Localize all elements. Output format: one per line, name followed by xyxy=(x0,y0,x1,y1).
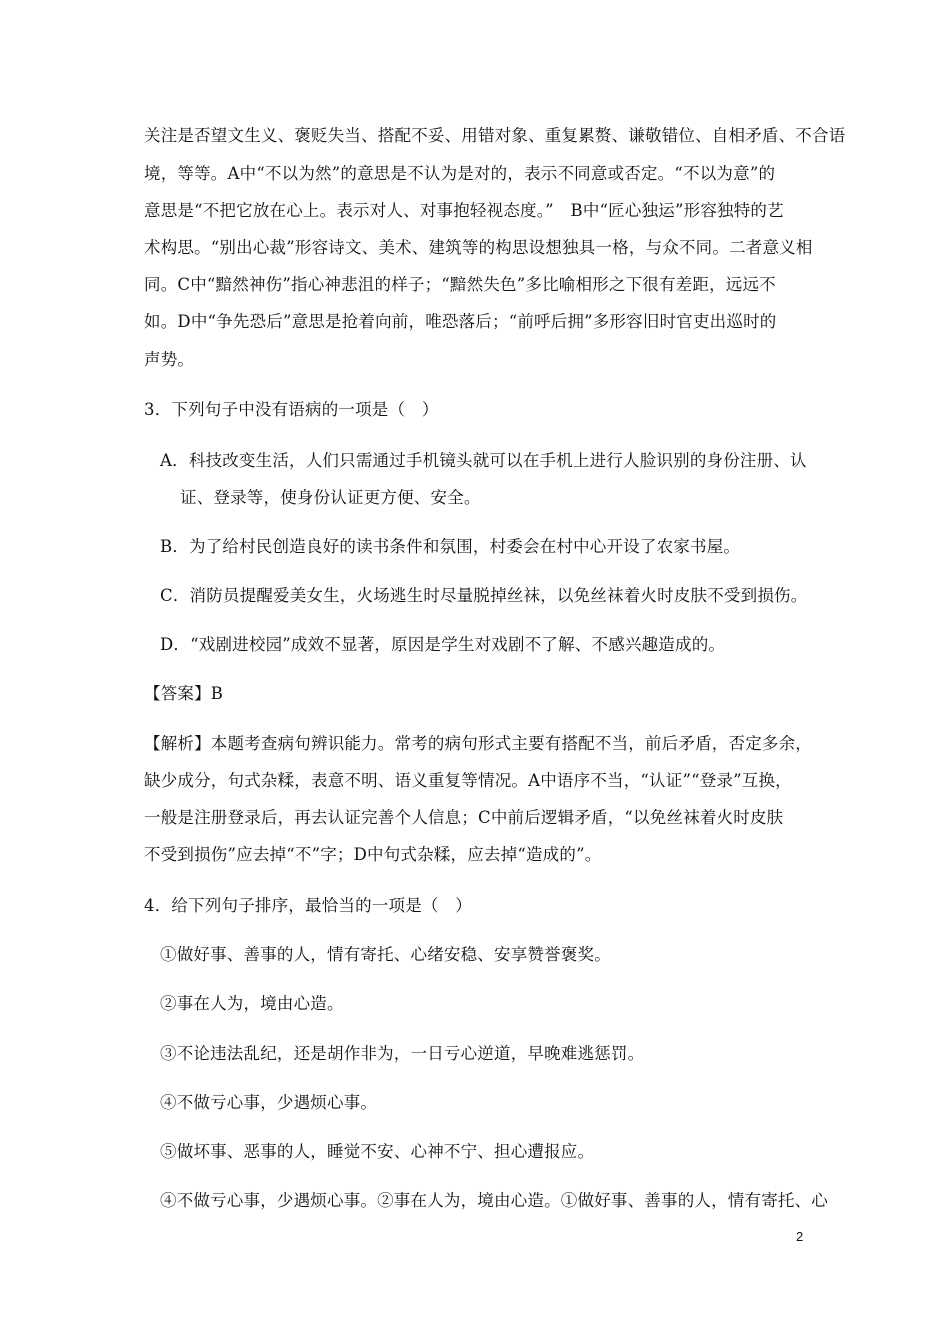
q3-option-d: D．“戏剧进校园”成效不显著，原因是学生对戏剧不了解、不感兴趣造成的。 xyxy=(160,635,726,654)
q4-sentence-4: ④不做亏心事，少遇烦心事。 xyxy=(160,1093,378,1112)
intro-line-2: 境，等等。A中“不以为然”的意思是不认为是对的，表示不同意或否定。“不以为意”的 xyxy=(144,164,776,183)
q3-option-c: C．消防员提醒爱美女生，火场逃生时尽量脱掉丝袜，以免丝袜着火时皮肤不受到损伤。 xyxy=(160,586,808,605)
page-number: 2 xyxy=(796,1229,804,1244)
q3-option-a-line2: 证、登录等，使身份认证更方便、安全。 xyxy=(180,488,481,507)
intro-line-4: 术构思。“别出心裁”形容诗文、美术、建筑等的构思设想独具一格，与众不同。二者意义相 xyxy=(144,238,813,257)
q3-analysis-line2: 缺少成分，句式杂糅，表意不明、语义重复等情况。A中语序不当，“认证”“登录”互换， xyxy=(144,771,792,790)
q3-analysis-line1: 【解析】本题考查病句辨识能力。常考的病句形式主要有搭配不当，前后矛盾，否定多余， xyxy=(144,734,812,753)
intro-line-7: 声势。 xyxy=(144,350,195,369)
q4-sentence-1: ①做好事、善事的人，情有寄托、心绪安稳、安享赞誉褒奖。 xyxy=(160,945,611,964)
q3-answer: 【答案】B xyxy=(144,684,224,703)
q3-analysis-line3: 一般是注册登录后，再去认证完善个人信息；C中前后逻辑矛盾，“以免丝袜着火时皮肤 xyxy=(144,808,784,827)
q3-option-b: B．为了给村民创造良好的读书条件和氛围，村委会在村中心开设了农家书屋。 xyxy=(160,537,741,556)
q4-sentence-2: ②事在人为，境由心造。 xyxy=(160,994,344,1013)
q4-sentence-3: ③不论违法乱纪，还是胡作非为，一日亏心逆道，早晚难逃惩罚。 xyxy=(160,1044,645,1063)
intro-line-6: 如。D中“争先恐后”意思是抢着向前，唯恐落后；“前呼后拥”多形容旧时官吏出巡时的 xyxy=(144,312,777,331)
q4-option-line: ④不做亏心事，少遇烦心事。②事在人为，境由心造。①做好事、善事的人，情有寄托、心 xyxy=(160,1191,828,1210)
intro-line-5: 同。C中“黯然神伤”指心神悲沮的样子；“黯然失色”多比喻相形之下很有差距，远远不 xyxy=(144,275,776,294)
q4-sentence-5: ⑤做坏事、恶事的人，睡觉不安、心神不宁、担心遭报应。 xyxy=(160,1142,595,1161)
intro-line-3: 意思是“不把它放在心上。表示对人、对事抱轻视态度。” B中“匠心独运”形容独特的艺 xyxy=(144,201,784,220)
q3-option-a-line1: A．科技改变生活，人们只需通过手机镜头就可以在手机上进行人脸识别的身份注册、认 xyxy=(160,451,807,470)
q3-analysis-line4: 不受到损伤”应去掉“不”字；D中句式杂糅，应去掉“造成的”。 xyxy=(144,845,602,864)
q4-stem: 4．给下列句子排序，最恰当的一项是（ ） xyxy=(144,896,472,915)
q3-stem: 3．下列句子中没有语病的一项是（ ） xyxy=(144,400,439,419)
intro-line-1: 关注是否望文生义、褒贬失当、搭配不妥、用错对象、重复累赘、谦敬错位、自相矛盾、不合语 xyxy=(144,126,846,145)
